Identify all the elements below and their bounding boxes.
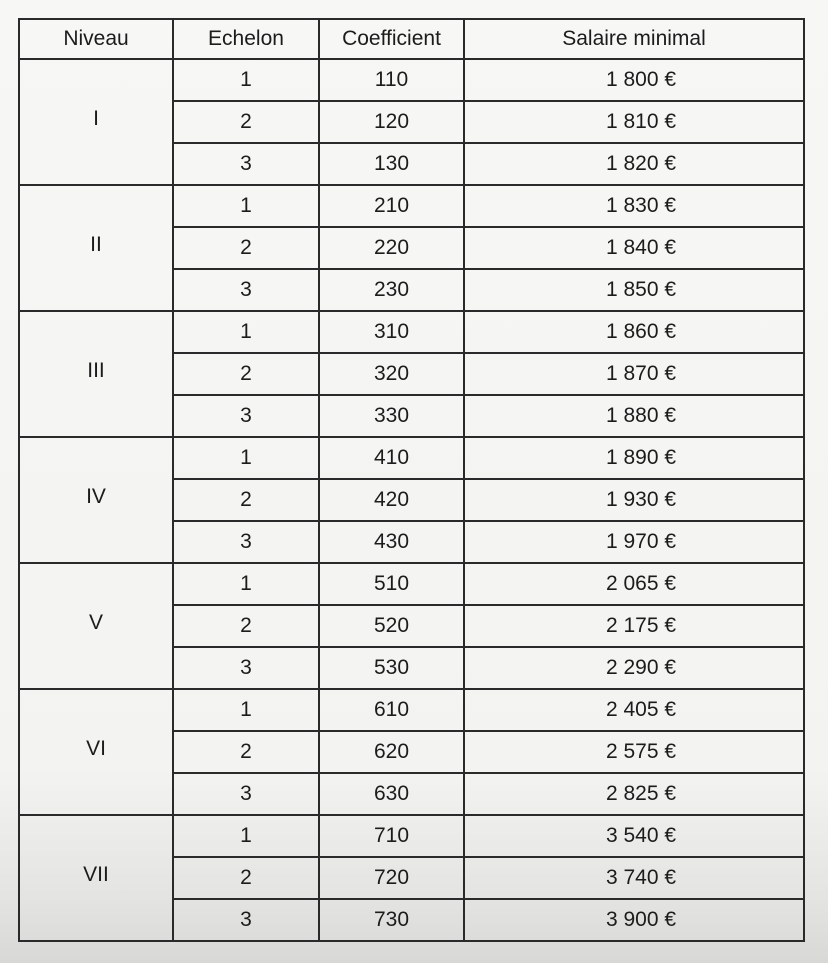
table-row — [19, 185, 804, 227]
niveau-cell: VI — [19, 689, 173, 815]
echelon-cell: 2 — [173, 605, 319, 647]
echelon-cell: 1 — [173, 185, 319, 227]
salaire-cell: 3 740 € — [464, 857, 804, 899]
niveau-cell: III — [19, 311, 173, 437]
salaire-cell: 1 840 € — [464, 227, 804, 269]
coefficient-cell: 610 — [319, 689, 464, 731]
echelon-cell: 1 — [173, 437, 319, 479]
table-row — [19, 437, 804, 479]
coefficient-cell: 230 — [319, 269, 464, 311]
table-row — [19, 59, 804, 101]
coefficient-cell: 420 — [319, 479, 464, 521]
echelon-cell: 2 — [173, 227, 319, 269]
coefficient-cell: 630 — [319, 773, 464, 815]
niveau-cell: I — [19, 59, 173, 185]
coefficient-cell: 310 — [319, 311, 464, 353]
salaire-cell: 3 900 € — [464, 899, 804, 941]
table-header — [19, 19, 804, 59]
salaire-cell: 1 820 € — [464, 143, 804, 185]
coefficient-cell: 730 — [319, 899, 464, 941]
document-page — [18, 18, 805, 942]
coefficient-cell: 120 — [319, 101, 464, 143]
salaire-cell: 2 575 € — [464, 731, 804, 773]
salaire-cell: 2 175 € — [464, 605, 804, 647]
salaire-cell: 1 800 € — [464, 59, 804, 101]
table-row — [19, 563, 804, 605]
coefficient-cell: 710 — [319, 815, 464, 857]
echelon-cell: 1 — [173, 815, 319, 857]
echelon-cell: 2 — [173, 101, 319, 143]
echelon-cell: 2 — [173, 857, 319, 899]
salaire-cell: 3 540 € — [464, 815, 804, 857]
salaire-cell: 1 850 € — [464, 269, 804, 311]
header-salaire-minimal: Salaire minimal — [464, 19, 804, 59]
salary-grid-table — [18, 18, 805, 942]
niveau-cell: IV — [19, 437, 173, 563]
salaire-cell: 1 830 € — [464, 185, 804, 227]
coefficient-cell: 430 — [319, 521, 464, 563]
salaire-cell: 2 825 € — [464, 773, 804, 815]
echelon-cell: 3 — [173, 647, 319, 689]
table-row — [19, 311, 804, 353]
salaire-cell: 1 810 € — [464, 101, 804, 143]
coefficient-cell: 520 — [319, 605, 464, 647]
header-row — [19, 19, 804, 59]
table-row — [19, 815, 804, 857]
salaire-cell: 2 405 € — [464, 689, 804, 731]
salaire-cell: 1 970 € — [464, 521, 804, 563]
echelon-cell: 2 — [173, 353, 319, 395]
echelon-cell: 1 — [173, 689, 319, 731]
coefficient-cell: 410 — [319, 437, 464, 479]
table-row — [19, 689, 804, 731]
header-echelon: Echelon — [173, 19, 319, 59]
coefficient-cell: 330 — [319, 395, 464, 437]
coefficient-cell: 210 — [319, 185, 464, 227]
coefficient-cell: 720 — [319, 857, 464, 899]
echelon-cell: 3 — [173, 521, 319, 563]
coefficient-cell: 320 — [319, 353, 464, 395]
coefficient-cell: 220 — [319, 227, 464, 269]
coefficient-cell: 620 — [319, 731, 464, 773]
salaire-cell: 1 930 € — [464, 479, 804, 521]
salaire-cell: 2 290 € — [464, 647, 804, 689]
coefficient-cell: 510 — [319, 563, 464, 605]
echelon-cell: 3 — [173, 269, 319, 311]
echelon-cell: 1 — [173, 563, 319, 605]
echelon-cell: 2 — [173, 479, 319, 521]
echelon-cell: 3 — [173, 143, 319, 185]
niveau-cell: VII — [19, 815, 173, 941]
coefficient-cell: 130 — [319, 143, 464, 185]
echelon-cell: 2 — [173, 731, 319, 773]
echelon-cell: 1 — [173, 311, 319, 353]
salaire-cell: 1 890 € — [464, 437, 804, 479]
niveau-cell: II — [19, 185, 173, 311]
salaire-cell: 1 860 € — [464, 311, 804, 353]
salaire-cell: 1 870 € — [464, 353, 804, 395]
salaire-cell: 2 065 € — [464, 563, 804, 605]
coefficient-cell: 530 — [319, 647, 464, 689]
header-coefficient: Coefficient — [319, 19, 464, 59]
header-niveau: Niveau — [19, 19, 173, 59]
echelon-cell: 1 — [173, 59, 319, 101]
salaire-cell: 1 880 € — [464, 395, 804, 437]
coefficient-cell: 110 — [319, 59, 464, 101]
niveau-cell: V — [19, 563, 173, 689]
table-body — [19, 59, 804, 941]
echelon-cell: 3 — [173, 395, 319, 437]
echelon-cell: 3 — [173, 773, 319, 815]
echelon-cell: 3 — [173, 899, 319, 941]
